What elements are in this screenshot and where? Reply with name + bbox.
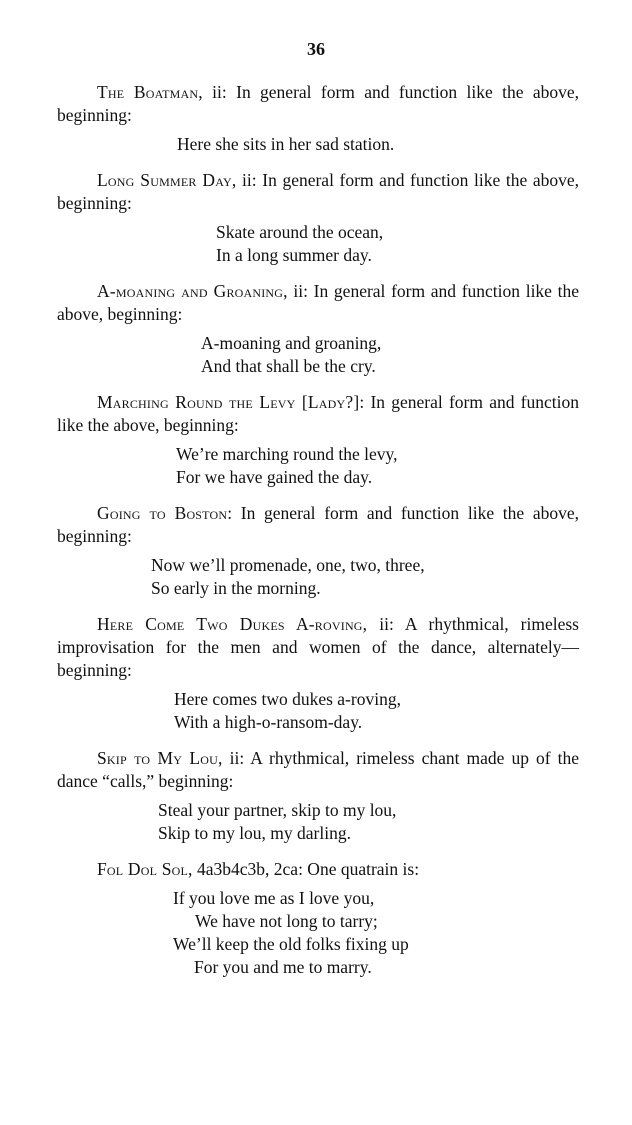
verse-line: A-moaning and groaning, xyxy=(201,333,382,353)
verse xyxy=(57,554,579,600)
verse xyxy=(57,133,579,156)
entry-description xyxy=(57,280,579,326)
verse-line: For we have gained the day. xyxy=(176,467,373,487)
entry-skip-to-my-lou xyxy=(57,747,579,845)
verse-line: We’ll keep the old folks fixing up xyxy=(173,934,409,954)
entry-text: ii: In general form and function like the above, beginning: xyxy=(57,170,579,213)
entry-text: ii: In general form and function like the above, beginning: xyxy=(57,281,579,324)
entry-text: : In general form and function like the above, beginning: xyxy=(57,503,579,546)
entry-marching-round-the-levy xyxy=(57,391,579,489)
entry-title: Long Summer Day, xyxy=(97,170,237,190)
verse-line: We’re marching round the levy, xyxy=(176,444,398,464)
verse-line: So early in the morning. xyxy=(151,578,321,598)
entry-title: Here Come Two Dukes A-roving, xyxy=(97,614,368,634)
entry-title: Skip to My Lou, xyxy=(97,748,223,768)
entry-text: ii: A rhythmical, rimeless chant made up of the dance “calls,” beginning: xyxy=(57,748,579,791)
entry-title: The Boatman, xyxy=(97,82,203,102)
verse-line: We have not long to tarry; xyxy=(195,911,378,931)
entry-going-to-boston xyxy=(57,502,579,600)
verse xyxy=(57,221,579,267)
entry-title: Marching Round the Levy [Lady?] xyxy=(97,392,360,412)
entry-here-come-two-dukes xyxy=(57,613,579,734)
verse-line: Skip to my lou, my darling. xyxy=(158,823,351,843)
verse-line: Steal your partner, skip to my lou, xyxy=(158,800,397,820)
verse-line: Here she sits in her sad station. xyxy=(177,134,395,154)
entry-description xyxy=(57,747,579,793)
page-body xyxy=(57,81,579,992)
verse-line: In a long summer day. xyxy=(216,245,372,265)
entry-text: ii: In general form and function like the above, beginning: xyxy=(57,82,580,125)
verse-line: Skate around the ocean, xyxy=(216,222,384,242)
entry-description xyxy=(57,858,579,881)
verse xyxy=(57,443,579,489)
entry-text: 4a3b4c3b, 2ca: One quatrain is: xyxy=(192,859,420,879)
verse xyxy=(57,332,579,378)
entry-a-moaning-and-groaning xyxy=(57,280,579,378)
entry-text: : In general form and function like the above, beginning: xyxy=(57,392,579,435)
verse-line: Here comes two dukes a-roving, xyxy=(174,689,401,709)
entry-title: Going to Boston xyxy=(97,503,228,523)
entry-title: A-moaning and Groaning, xyxy=(97,281,288,301)
entry-fol-dol-sol xyxy=(57,858,579,979)
entry-text: ii: A rhythmical, rimeless improvisation for the men and women of the dance, alternately—beginning: xyxy=(57,614,579,680)
page-number: 36 xyxy=(307,39,325,59)
verse xyxy=(57,887,579,979)
entry-description xyxy=(57,81,579,127)
verse-line: For you and me to marry. xyxy=(194,957,372,977)
entry-description xyxy=(57,613,579,682)
entry-title: Fol Dol Sol, xyxy=(97,859,193,879)
verse xyxy=(57,799,579,845)
entry-description xyxy=(57,502,579,548)
entry-description xyxy=(57,169,579,215)
verse-line: Now we’ll promenade, one, two, three, xyxy=(151,555,425,575)
verse xyxy=(57,688,579,734)
entry-long-summer-day xyxy=(57,169,579,267)
verse-line: With a high-o-ransom-day. xyxy=(174,712,363,732)
verse-line: If you love me as I love you, xyxy=(173,888,375,908)
entry-the-boatman xyxy=(57,81,579,156)
verse-line: And that shall be the cry. xyxy=(201,356,376,376)
entry-description xyxy=(57,391,579,437)
